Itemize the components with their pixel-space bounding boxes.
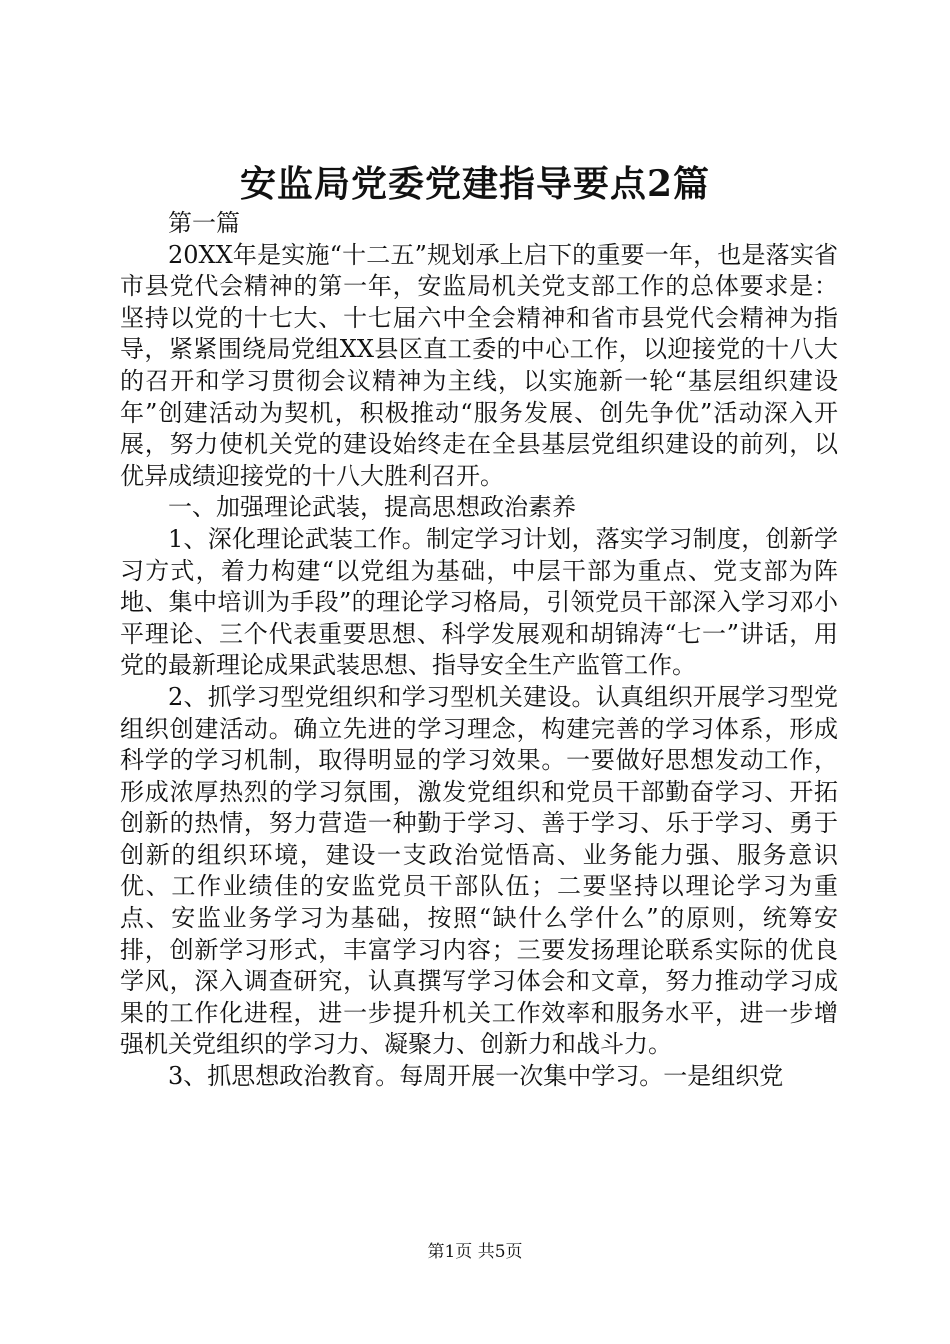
body-paragraph: 2、抓学习型党组织和学习型机关建设。认真组织开展学习型党组织创建活动。确立先进的学习理念，构建完善的学习体系，形成科学的学习机制，取得明显的学习效果。一要做好思想发动工作，形成浓厚热烈的学习氛围，激发党组织和党员干部勤奋学习、开拓创新的热情，努力营造一种勤于学习、善于学习、乐于学习、勇于创新的组织环境，建设一支政治觉悟高、业务能力强、服务意识优、工作业绩佳的安监党员干部队伍；二要坚持以理论学习为重点、安监业务学习为基础，按照“缺什么学什么”的原则，统筹安排，创新学习形式，丰富学习内容；三要发扬理论联系实际的优良学风，深入调查研究，认真撰写学习体会和文章，努力推动学习成果的工作化进程，进一步提升机关工作效率和服务水平，进一步增强机关党组织的学习力、凝聚力、创新力和战斗力。	[120, 682, 838, 1059]
page-footer: 第1页 共5页	[427, 1242, 523, 1262]
body-paragraph: 3、抓思想政治教育。每周开展一次集中学习。一是组织党	[168, 1062, 784, 1091]
body-paragraph: 20XX年是实施“十二五”规划承上启下的重要一年，也是落实省市县党代会精神的第一年，安监局机关党支部工作的总体要求是：坚持以党的十七大、十七届六中全会精神和省市县党代会精神为指导，紧紧围绕局党组XX县区直工委的中心工作，以迎接党的十八大的召开和学习贯彻会议精神为主线，以实施新一轮“基层组织建设年”创建活动为契机，积极推动“服务发展、创先争优”活动深入开展，努力使机关党的建设始终走在全县基层党组织建设的前列，以优异成绩迎接党的十八大胜利召开。	[120, 240, 838, 490]
subsection-heading: 一、加强理论武装，提高思想政治素养	[168, 493, 576, 522]
body-paragraph: 1、深化理论武装工作。制定学习计划，落实学习制度，创新学习方式，着力构建“以党组为基础，中层干部为重点、党支部为阵地、集中培训为手段”的理论学习格局，引领党员干部深入学习邓小平理论、三个代表重要思想、科学发展观和胡锦涛“七一”讲话，用党的最新理论成果武装思想、指导安全生产监管工作。	[120, 524, 838, 680]
section-heading: 第一篇	[168, 209, 240, 237]
document-body	[120, 208, 838, 1093]
document-title: 安监局党委党建指导要点2篇	[239, 163, 711, 205]
